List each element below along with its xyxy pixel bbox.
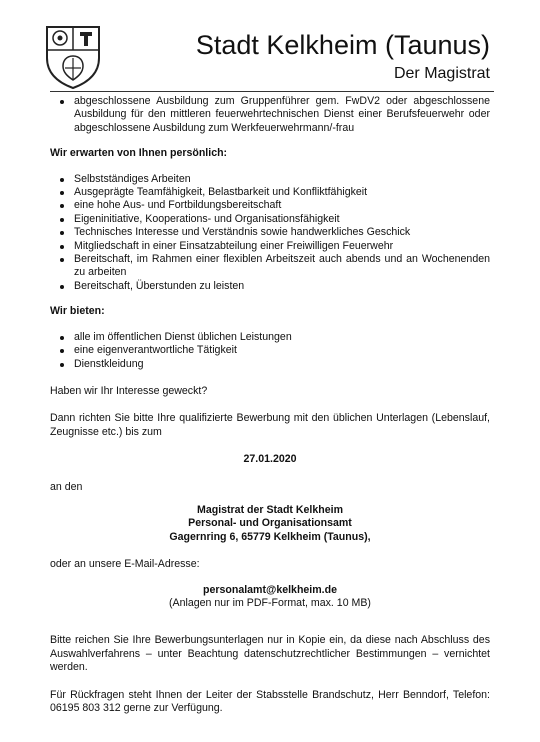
offer-list [50, 331, 490, 371]
contact-note: Für Rückfragen steht Ihnen der Leiter der Stabsstelle Brandschutz, Herr Benndorf, Telefon: 06195 803 312 gerne zur Verfügung. [50, 688, 490, 714]
page-subtitle: Der Magistrat [393, 65, 490, 82]
expect-list [50, 173, 490, 294]
list-item: Selbstständiges Arbeiten [50, 173, 490, 186]
offer-heading: Wir bieten: [50, 305, 105, 318]
document-body [50, 95, 490, 715]
list-item: abgeschlossene Ausbildung zum Gruppenführer gem. FwDV2 oder abgeschlossene Ausbildung für den mittleren feuerwehrtechnischen Dienst einer Berufsfeuerwehr oder abgeschlossene Ausbildung zum Werkfeuerwehrmann/-frau [50, 95, 490, 135]
list-item: Ausgeprägte Teamfähigkeit, Belastbarkeit und Konfliktfähigkeit [50, 186, 490, 199]
email-note: (Anlagen nur im PDF-Format, max. 10 MB) [169, 596, 371, 609]
list-item: Eigeninitiative, Kooperations- und Organisationsfähigkeit [50, 213, 490, 226]
page-title: Stadt Kelkheim (Taunus) [195, 30, 490, 60]
list-item: Mitgliedschaft in einer Einsatzabteilung einer Freiwilligen Feuerwehr [50, 240, 490, 253]
email-label: oder an unsere E-Mail-Adresse: [50, 558, 200, 571]
email-address[interactable]: personalamt@kelkheim.de [203, 583, 337, 596]
recipient-label: an den [50, 480, 83, 493]
list-item: alle im öffentlichen Dienst üblichen Leistungen [50, 331, 490, 344]
copy-note: Bitte reichen Sie Ihre Bewerbungsunterlagen nur in Kopie ein, da diese nach Abschluss des Auswahlverfahrens – unter Beachtung datenschutzrechtlicher Bestimmungen – vernichtet werden. [50, 634, 490, 674]
address-line-3: Gagernring 6, 65779 Kelkheim (Taunus), [169, 530, 371, 543]
coat-of-arms-icon [44, 24, 102, 90]
list-item: eine eigenverantwortliche Tätigkeit [50, 344, 490, 357]
header-divider [50, 91, 494, 92]
address-line-1: Magistrat der Stadt Kelkheim [197, 503, 343, 516]
list-item: Technisches Interesse und Verständnis sowie handwerkliches Geschick [50, 226, 490, 239]
list-item: Bereitschaft, im Rahmen einer flexiblen Arbeitszeit auch abends und an Wochenenden zu arbeiten [50, 253, 490, 280]
list-item: eine hohe Aus- und Fortbildungsbereitschaft [50, 199, 490, 212]
interest-question: Haben wir Ihr Interesse geweckt? [50, 384, 208, 397]
address-line-2: Personal- und Organisationsamt [188, 517, 352, 530]
expect-heading: Wir erwarten von Ihnen persönlich: [50, 147, 228, 160]
deadline-date: 27.01.2020 [243, 453, 297, 466]
requirements-list [50, 95, 490, 135]
apply-text: Dann richten Sie bitte Ihre qualifizierte Bewerbung mit den üblichen Unterlagen (Lebenslauf, Zeugnisse etc.) bis zum [50, 412, 490, 438]
list-item: Bereitschaft, Überstunden zu leisten [50, 280, 490, 293]
list-item: Dienstkleidung [50, 358, 490, 371]
